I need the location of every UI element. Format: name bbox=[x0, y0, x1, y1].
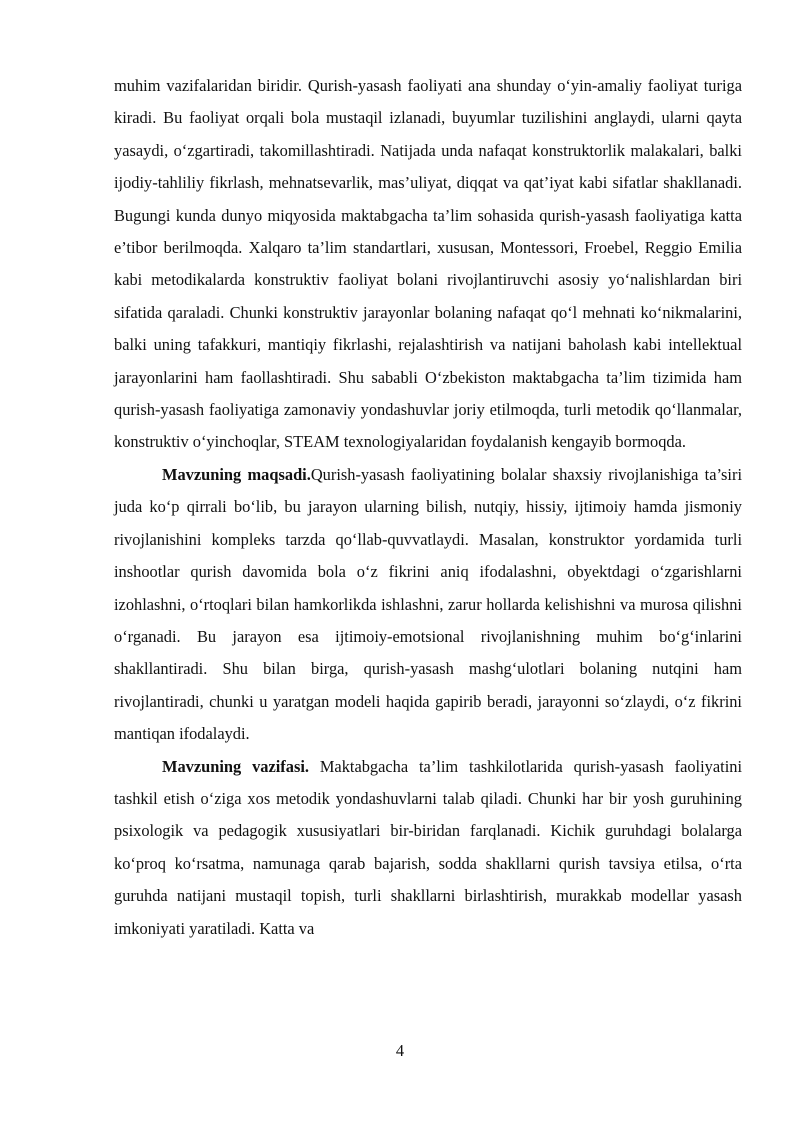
paragraph-intro-text: muhim vazifalaridan biridir. Qurish-yasash faoliyati ana shunday o‘yin-amaliy faoliyat turiga kiradi. Bu faoliyat orqali bola mustaqil izlanadi, buyumlar tuzilishini anglaydi, ularni qayta yasaydi, o‘zgartiradi, takomillashtiradi. Natijada unda nafaqat konstruktorlik malakalari, balki ijodiy-tahliliy fikrlash, mehnatsevarlik, mas’uliyat, diqqat va qat’iyat kabi sifatlar shakllanadi. Bugungi kunda dunyo miqyosida maktabgacha ta’lim sohasida qurish-yasash faoliyatiga katta e’tibor berilmoqda. Xalqaro ta’lim standartlari, xususan, Montessori, Froebel, Reggio Emilia kabi metodikalarda konstruktiv faoliyat bolani rivojlantiruvchi asosiy yo‘nalishlardan biri sifatida qaraladi. Chunki konstruktiv jarayonlar bolaning nafaqat qo‘l mehnati ko‘nikmalarini, balki uning tafakkuri, mantiqiy fikrlashi, rejalashtirish va natijani baholash kabi intellektual jarayonlarini ham faollashtiradi. Shu sababli O‘zbekiston maktabgacha ta’lim tizimida ham qurish-yasash faoliyatiga zamonaviy yondashuvlar joriy etilmoqda, turli metodik qo‘llanmalar, konstruktiv o‘yinchoqlar, STEAM texnologiyalaridan foydalanish kengayib bormoqda. bbox=[114, 76, 742, 452]
paragraph-tasks-text: Maktabgacha ta’lim tashkilotlarida qurish-yasash faoliyatini tashkil etish o‘ziga xos metodik yondashuvlarni talab qiladi. Chunki har bir yosh guruhining psixologik va pedagogik xususiyatlari bir-biridan farqlanadi. Kichik guruhdagi bolalarga ko‘proq ko‘rsatma, namunaga qarab bajarish, sodda shakllarni qurish tavsiya etilsa, o‘rta guruhda natijani mustaqil topish, turli shakllarni birlashtirish, murakkab modellar yasash imkoniyati yaratiladi. Katta va bbox=[114, 756, 742, 938]
section-heading-tasks: Mavzuning vazifasi. bbox=[162, 756, 309, 776]
paragraph-intro bbox=[114, 70, 742, 459]
body-text bbox=[114, 70, 742, 945]
section-heading-goal: Mavzuning maqsadi. bbox=[162, 464, 311, 484]
paragraph-goal bbox=[114, 459, 742, 751]
paragraph-tasks bbox=[114, 751, 742, 945]
page-number: 4 bbox=[395, 1041, 405, 1060]
paragraph-goal-text: Qurish-yasash faoliyatining bolalar shaxsiy rivojlanishiga ta’siri juda ko‘p qirrali bo‘lib, bu jarayon ularning bilish, nutqiy, hissiy, ijtimoiy hamda jismoniy rivojlanishini kompleks tarzda qo‘llab-quvvatlaydi. Masalan, konstruktor yordamida turli inshootlar qurish davomida bola o‘z fikrini aniq ifodalashni, obyektdagi o‘zgarishlarni izohlashni, o‘rtoqlari bilan hamkorlikda ishlashni, zarur hollarda kelishishni va murosa qilishni o‘rganadi. Bu jarayon esa ijtimoiy-emotsional rivojlanishning muhim bo‘g‘inlarini shakllantiradi. Shu bilan birga, qurish-yasash mashg‘ulotlari bolaning nutqini ham rivojlantiradi, chunki u yaratgan modeli haqida gapirib beradi, jarayonni so‘zlaydi, o‘z fikrini mantiqan ifodalaydi. bbox=[114, 464, 742, 744]
